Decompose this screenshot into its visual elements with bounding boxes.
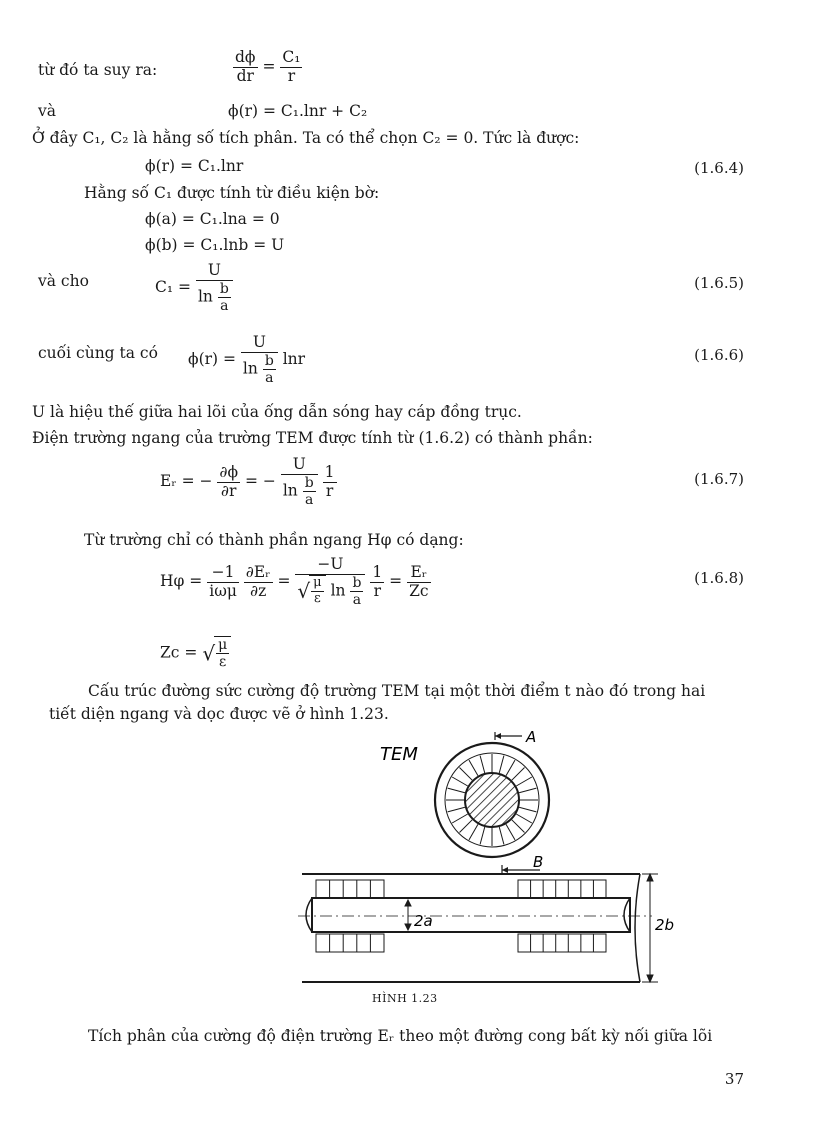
equation-c1: C₁ = U ln $\frac{b}{a}$ bbox=[155, 262, 233, 314]
equation-hphi: Hφ = $\frac{-1}{\text{iωμ}}$ $\frac{\text{∂Eᵣ}}{\partial z}$ = −U √ $\frac{\mu}{\varepsilon}$ ln $\frac{b}{a}$ $\frac{1}{r}$ = $\frac{\text{Eᵣ}}{Zc}$ bbox=[160, 555, 429, 608]
radial-field-line bbox=[499, 827, 504, 844]
radial-field-line bbox=[519, 788, 536, 793]
text-finally: cuối cùng ta có bbox=[38, 344, 158, 362]
equation-er: Eᵣ = − $\frac{\partial\phi}{\partial r}$ = − U ln $\frac{b}{a}$ $\frac{1}{r}$ bbox=[160, 455, 335, 508]
equation-phi-final: ϕ(r) = U ln $\frac{b}{a}$ lnr bbox=[188, 333, 306, 386]
equation-phi-general: ϕ(r) = C₁.lnr + C₂ bbox=[228, 102, 368, 120]
text-line-13: Từ trường chỉ có thành phần ngang Hφ có dạng: bbox=[84, 531, 464, 549]
text-line-16a: Cấu trúc đường sức cường độ trường TEM tại một thời điểm t nào đó trong hai bbox=[88, 682, 706, 700]
field-box bbox=[518, 880, 606, 898]
eq-number-1-6-5: (1.6.5) bbox=[694, 274, 744, 292]
label-b: B bbox=[533, 853, 544, 871]
radial-field-line bbox=[469, 824, 478, 840]
text-line-16b: tiết diện ngang và dọc được vẽ ở hình 1.23. bbox=[49, 705, 389, 723]
radial-field-line bbox=[499, 756, 504, 773]
text-line-2: và bbox=[38, 102, 56, 120]
text-line-10: U là hiệu thế giữa hai lõi của ống dẫn sóng hay cáp đồng trục. bbox=[32, 403, 522, 421]
radial-field-line bbox=[448, 788, 465, 793]
radial-field-line bbox=[469, 760, 478, 776]
radial-field-line bbox=[480, 827, 485, 844]
label-2b: 2b bbox=[655, 916, 675, 934]
text-line-3: Ở đây C₁, C₂ là hằng số tích phân. Ta có thể chọn C₂ = 0. Tức là được: bbox=[32, 129, 580, 147]
eq-number-1-6-8: (1.6.8) bbox=[694, 569, 744, 587]
field-box bbox=[316, 880, 384, 898]
label-2a: 2a bbox=[414, 912, 433, 930]
figure-tem-field bbox=[290, 722, 690, 990]
radial-field-line bbox=[506, 824, 515, 840]
text-line-11: Điện trường ngang của trường TEM được tính từ (1.6.2) có thành phần: bbox=[32, 429, 593, 447]
equation-zc: Zc = √ $\frac{\mu}{\varepsilon}$ bbox=[160, 636, 231, 670]
longitudinal-section bbox=[298, 874, 658, 982]
radial-field-line bbox=[452, 777, 468, 786]
radial-field-line bbox=[516, 777, 532, 786]
figure-caption: HÌNH 1.23 bbox=[372, 992, 438, 1005]
radial-field-line bbox=[459, 767, 472, 780]
equation-phi-a: ϕ(a) = C₁.lna = 0 bbox=[145, 210, 280, 228]
radial-field-line bbox=[480, 756, 485, 773]
equation-dphi-dr: $\frac{d\phi}{dr}$ = $\frac{\text{C₁}}{r}$ bbox=[235, 48, 301, 85]
radial-field-line bbox=[512, 820, 525, 833]
equation-phi-b: ϕ(b) = C₁.lnb = U bbox=[145, 236, 285, 254]
text-line-1: từ đó ta suy ra: bbox=[38, 61, 158, 79]
eq-number-1-6-7: (1.6.7) bbox=[694, 470, 744, 488]
cross-section bbox=[435, 743, 549, 857]
field-box bbox=[316, 934, 384, 952]
radial-field-line bbox=[516, 814, 532, 823]
radial-field-line bbox=[448, 807, 465, 812]
page-number: 37 bbox=[724, 1070, 744, 1088]
radial-field-line bbox=[459, 820, 472, 833]
text-and-give: và cho bbox=[38, 272, 89, 290]
text-line-5: Hằng số C₁ được tính từ điều kiện bờ: bbox=[84, 184, 380, 202]
radial-field-line bbox=[506, 760, 515, 776]
label-tem: TEM bbox=[380, 744, 418, 765]
label-a: A bbox=[526, 728, 537, 746]
text-line-17: Tích phân của cường độ điện trường Eᵣ theo một đường cong bất kỳ nối giữa lõi bbox=[88, 1027, 713, 1045]
radial-field-line bbox=[512, 767, 525, 780]
equation-phi-lnr: ϕ(r) = C₁.lnr bbox=[145, 157, 244, 175]
eq-number-1-6-6: (1.6.6) bbox=[694, 346, 744, 364]
radial-field-line bbox=[452, 814, 468, 823]
eq-number-1-6-4: (1.6.4) bbox=[694, 159, 744, 177]
field-box bbox=[518, 934, 606, 952]
radial-field-line bbox=[519, 807, 536, 812]
